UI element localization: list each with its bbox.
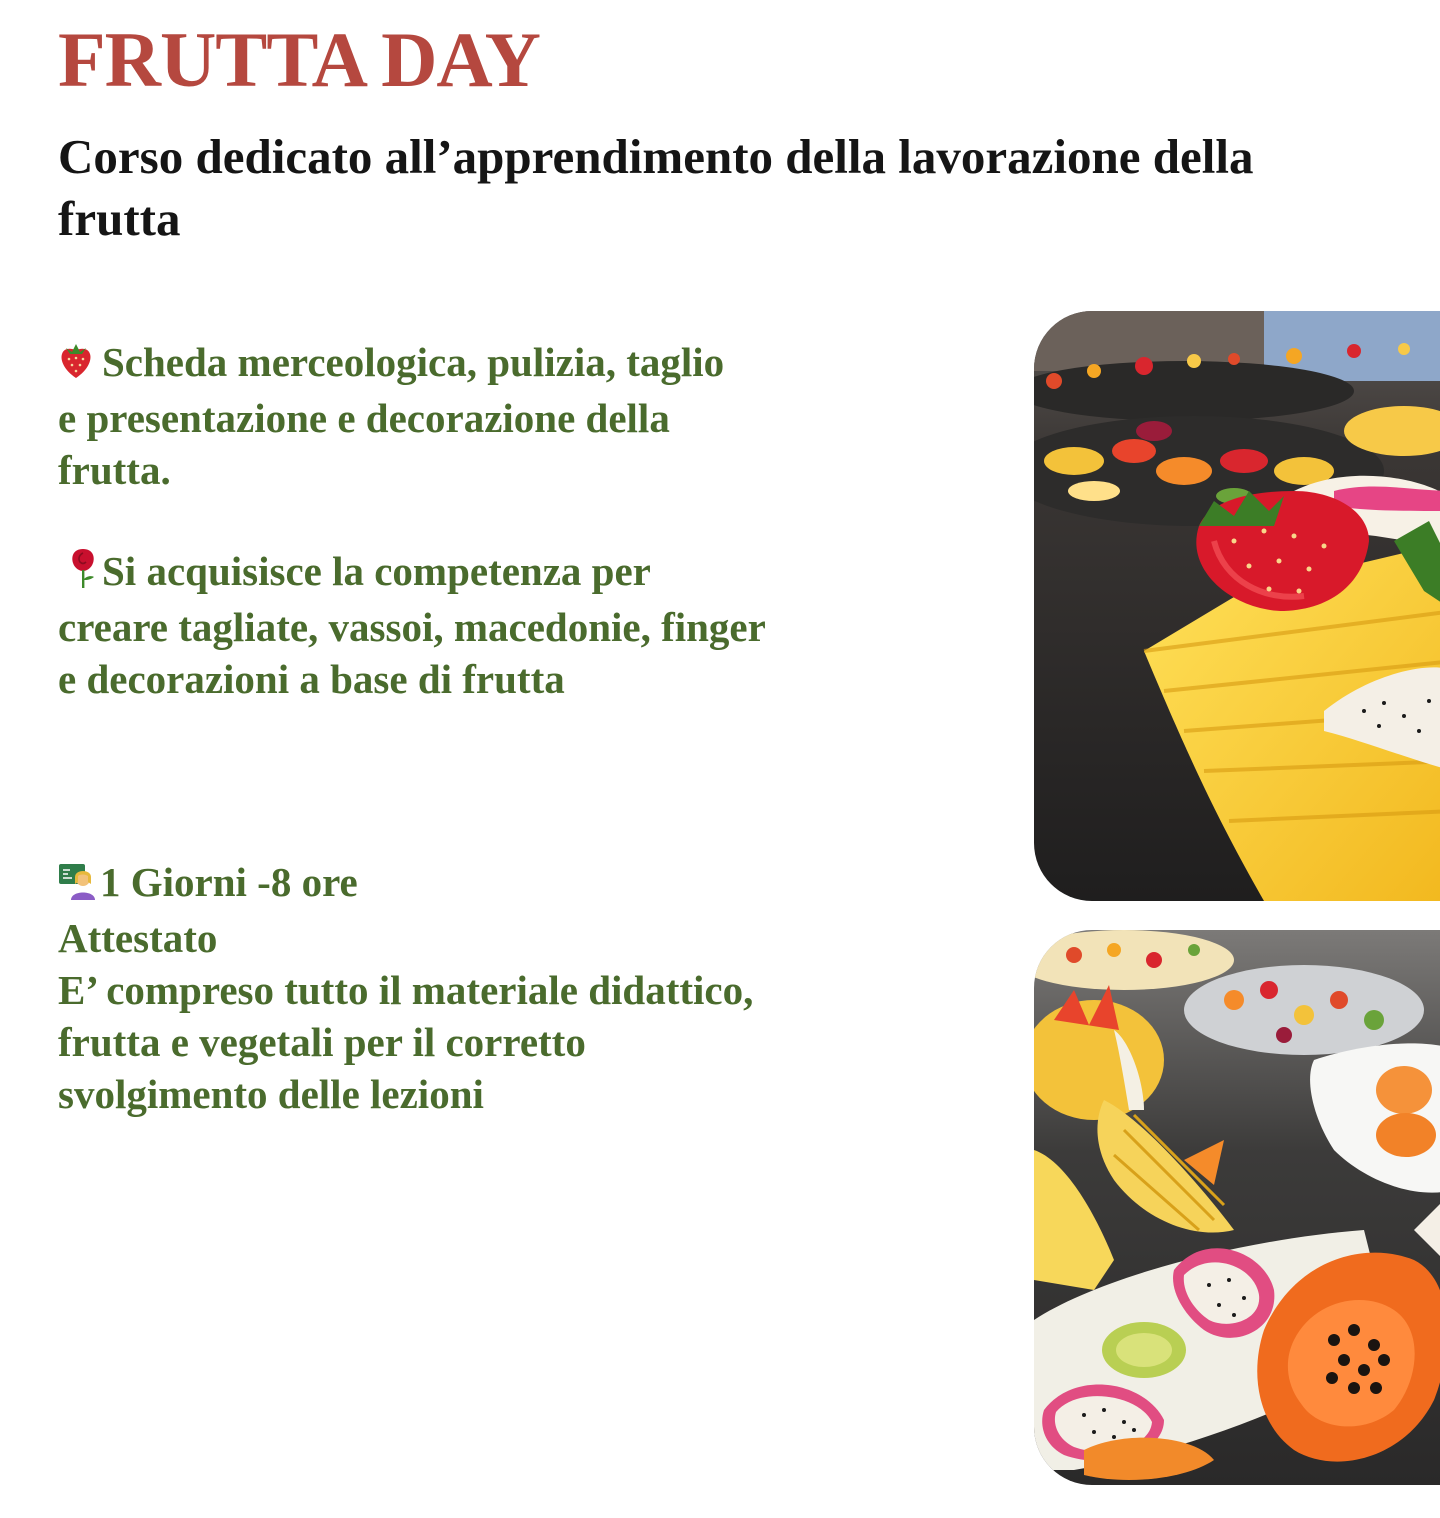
section-line bbox=[58, 545, 898, 601]
rose-icon bbox=[68, 547, 98, 601]
section-line: e decorazioni a base di frutta bbox=[58, 656, 565, 702]
section-line: frutta. bbox=[58, 447, 171, 493]
page-title: FRUTTA DAY bbox=[58, 16, 540, 103]
section-text: Scheda merceologica, pulizia, taglio bbox=[102, 339, 725, 385]
section-skills bbox=[58, 545, 898, 705]
strawberry-icon bbox=[58, 340, 94, 392]
section-line: creare tagliate, vassoi, macedonie, finger bbox=[58, 604, 766, 650]
section-line bbox=[58, 856, 898, 912]
teacher-icon bbox=[58, 860, 96, 912]
section-details bbox=[58, 856, 898, 1120]
section-line: E’ compreso tutto il materiale didattico, bbox=[58, 967, 754, 1013]
section-products bbox=[58, 336, 898, 496]
page-subtitle: Corso dedicato all’apprendimento della lavorazione della frutta bbox=[58, 129, 1254, 246]
fruit-platter-photo bbox=[1034, 311, 1440, 901]
section-line: e presentazione e decorazione della bbox=[58, 395, 670, 441]
section-line: frutta e vegetali per il corretto bbox=[58, 1019, 586, 1065]
fruit-buffet-photo bbox=[1034, 930, 1440, 1485]
section-text: Si acquisisce la competenza per bbox=[102, 548, 651, 594]
section-text: 1 Giorni -8 ore bbox=[100, 859, 358, 905]
section-line: svolgimento delle lezioni bbox=[58, 1071, 484, 1117]
section-line: Attestato bbox=[58, 915, 218, 961]
section-line bbox=[58, 336, 898, 392]
